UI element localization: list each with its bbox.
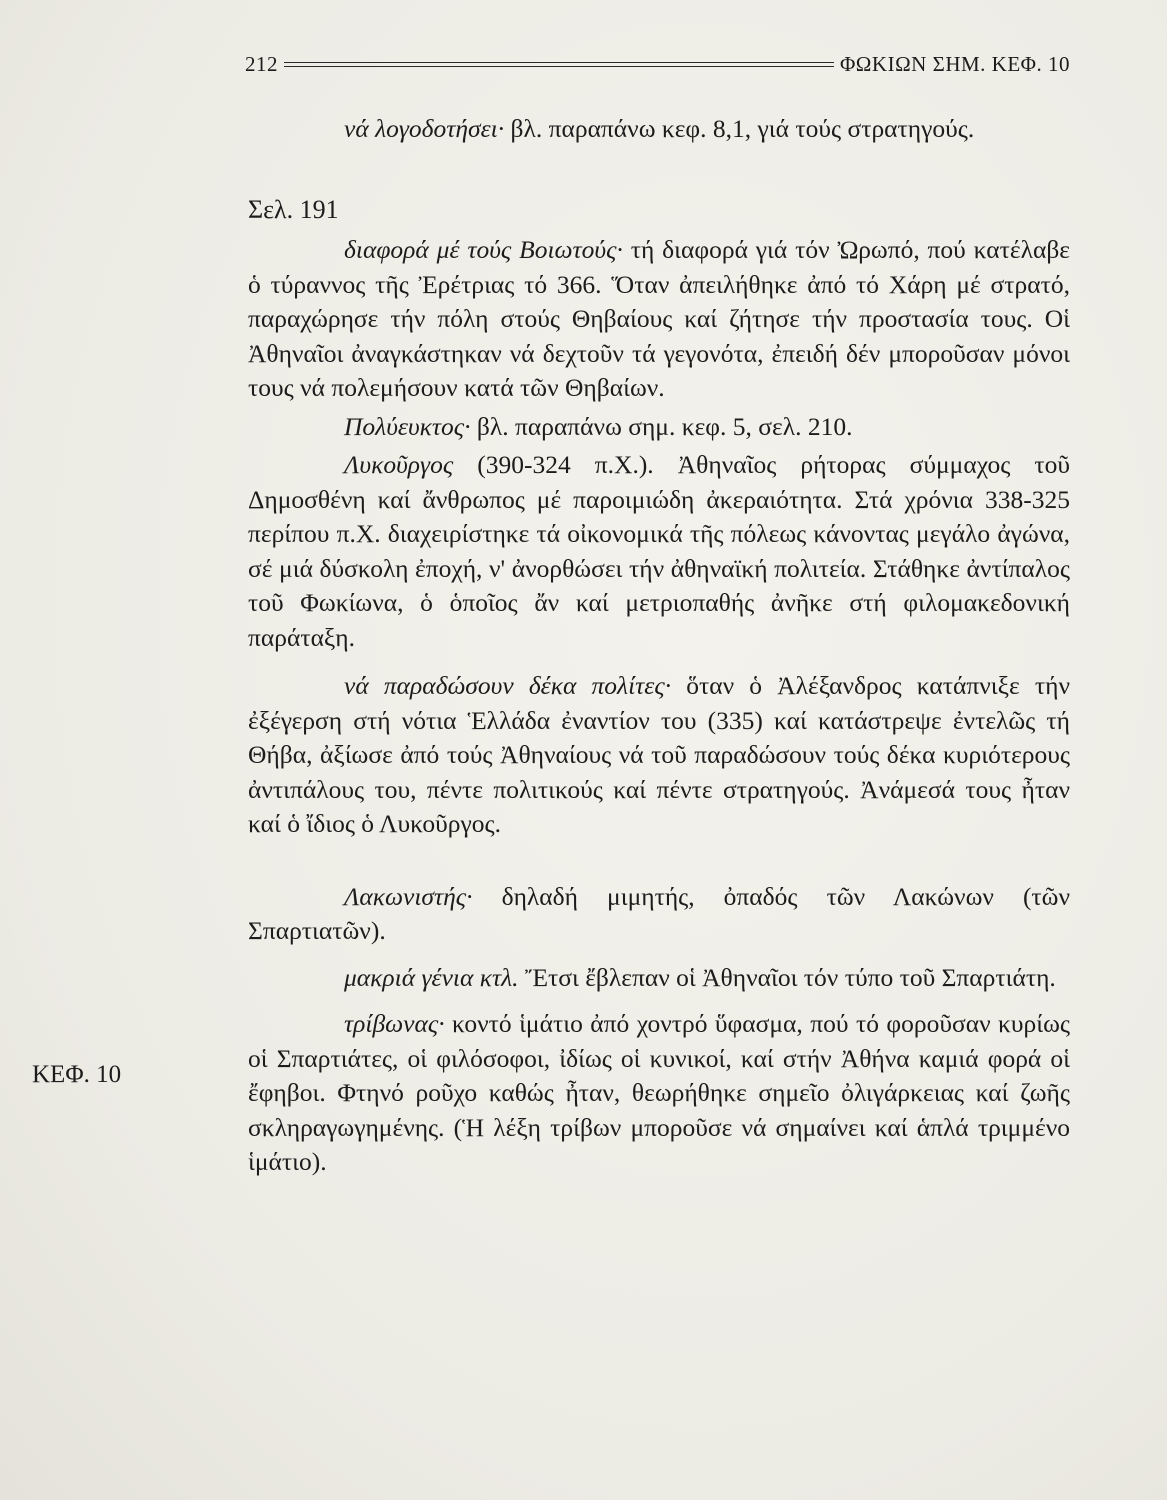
entry-trivonas: [248, 1007, 1070, 1180]
page-number: 212: [245, 51, 278, 76]
commentary-body: [248, 112, 1070, 1180]
entry-term: Λακωνιστής·: [344, 881, 473, 911]
entry-term: νά παραδώσουν δέκα πολίτες·: [344, 671, 672, 700]
entry-text: ὅταν ὁ Ἀλέξανδρος κατάπνιξε τήν ἐξέγερση στή νότια Ἑλλάδα ἐναντίον του (335) καί κατάστρεψε ἐντελῶς τή Θήβα, ἀξίωσε ἀπό τούς Ἀθηναίους νά τοῦ παραδώσουν τούς δέκα κυριότερους ἀντιπάλους του, πέντε πολιτικούς καί πέντε στρατηγούς. Ἀνάμεσά τους ἦταν καί ὁ ἴδιος ὁ Λυκοῦργος.: [248, 671, 1070, 838]
running-title: ΦΩΚΙΩΝ ΣΗΜ. ΚΕΦ. 10: [839, 51, 1070, 76]
entry-makria-genia: [248, 961, 1070, 996]
entry-logodotisei: [248, 112, 1070, 147]
margin-note-kef10: ΚΕΦ. 10: [32, 1061, 122, 1088]
entry-lykourgos: [248, 448, 1070, 655]
header-rule: [284, 62, 834, 67]
entry-text: βλ. παραπάνω σημ. κεφ. 5, σελ. 210.: [470, 411, 853, 441]
entry-term: διαφορά μέ τούς Βοιωτούς·: [344, 235, 623, 264]
entry-term: Λυκοῦργος: [344, 450, 454, 479]
entry-lakonistis: [248, 880, 1070, 949]
entry-text: βλ. παραπάνω κεφ. 8,1, γιά τούς στρατηγούς.: [504, 114, 975, 143]
entry-text: (390-324 π.Χ.). Ἀθηναῖος ρήτορας σύμμαχος τοῦ Δημοσθένη καί ἄνθρωπος μέ παροιμιώδη ἀκεραιότητα. Στά χρόνια 338-325 περίπου π.Χ. διαχειρίστηκε τά οἰκονομικά τῆς πόλεως κάνοντας μεγάλο ἀγώνα, σέ μιά δύσκολη ἐποχή, ν' ἀνορθώσει τήν ἀθηναϊκή πολιτεία. Στάθηκε ἀντίπαλος τοῦ Φωκίωνα, ὁ ὁποῖος ἄν καί μετριοπαθής ἀνῆκε στή φιλομακεδονική παράταξη.: [248, 450, 1070, 652]
entry-term: μακριά γένια κτλ.: [344, 962, 519, 992]
entry-text: δηλαδή μιμητής, ὀπαδός τῶν Λακώνων (τῶν Σπαρτιατῶν).: [248, 881, 1070, 945]
entry-diafora: [248, 233, 1070, 406]
entry-term: Πολύευκτος·: [344, 411, 471, 441]
entry-term: νά λογοδοτήσει·: [344, 114, 505, 143]
section-heading: Σελ. 191: [248, 194, 339, 224]
entry-term: τρίβωνας·: [344, 1009, 445, 1038]
page-header: [245, 42, 1070, 86]
entry-text: τή διαφορά γιά τόν Ὠρωπό, πού κατέλαβε ὁ τύραννος τῆς Ἐρέτριας τό 366. Ὅταν ἀπειλήθηκε ἀπό τό Χάρη μέ στρατό, παραχώρησε τήν πόλη στούς Θηβαίους καί ζήτησε τήν προστασία τους. Οἱ Ἀθηναῖοι ἀναγκάστηκαν νά δεχτοῦν τά γεγονότα, ἐπειδή δέν μποροῦσαν μόνοι τους νά πολεμήσουν κατά τῶν Θηβαίων.: [248, 235, 1070, 402]
entry-text: Ἔτσι ἔβλεπαν οἱ Ἀθηναῖοι τόν τύπο τοῦ Σπαρτιάτη.: [518, 962, 1056, 992]
entry-paradosoun: [248, 669, 1070, 842]
entry-text: κοντό ἱμάτιο ἀπό χοντρό ὕφασμα, πού τό φοροῦσαν κυρίως οἱ Σπαρτιάτες, οἱ φιλόσοφοι, ἰδίως οἱ κυνικοί, καί στήν Ἀθήνα καμιά φορά οἱ ἔφηβοι. Φτηνό ροῦχο καθώς ἦταν, θεωρήθηκε σημεῖο ὀλιγάρκειας καί ζωῆς σκληραγωγημένης. (Ἡ λέξη τρίβων μποροῦσε νά σημαίνει καί ἁπλά τριμμένο ἱμάτιο).: [248, 1009, 1070, 1176]
entry-polyeuktos: [248, 410, 1070, 445]
